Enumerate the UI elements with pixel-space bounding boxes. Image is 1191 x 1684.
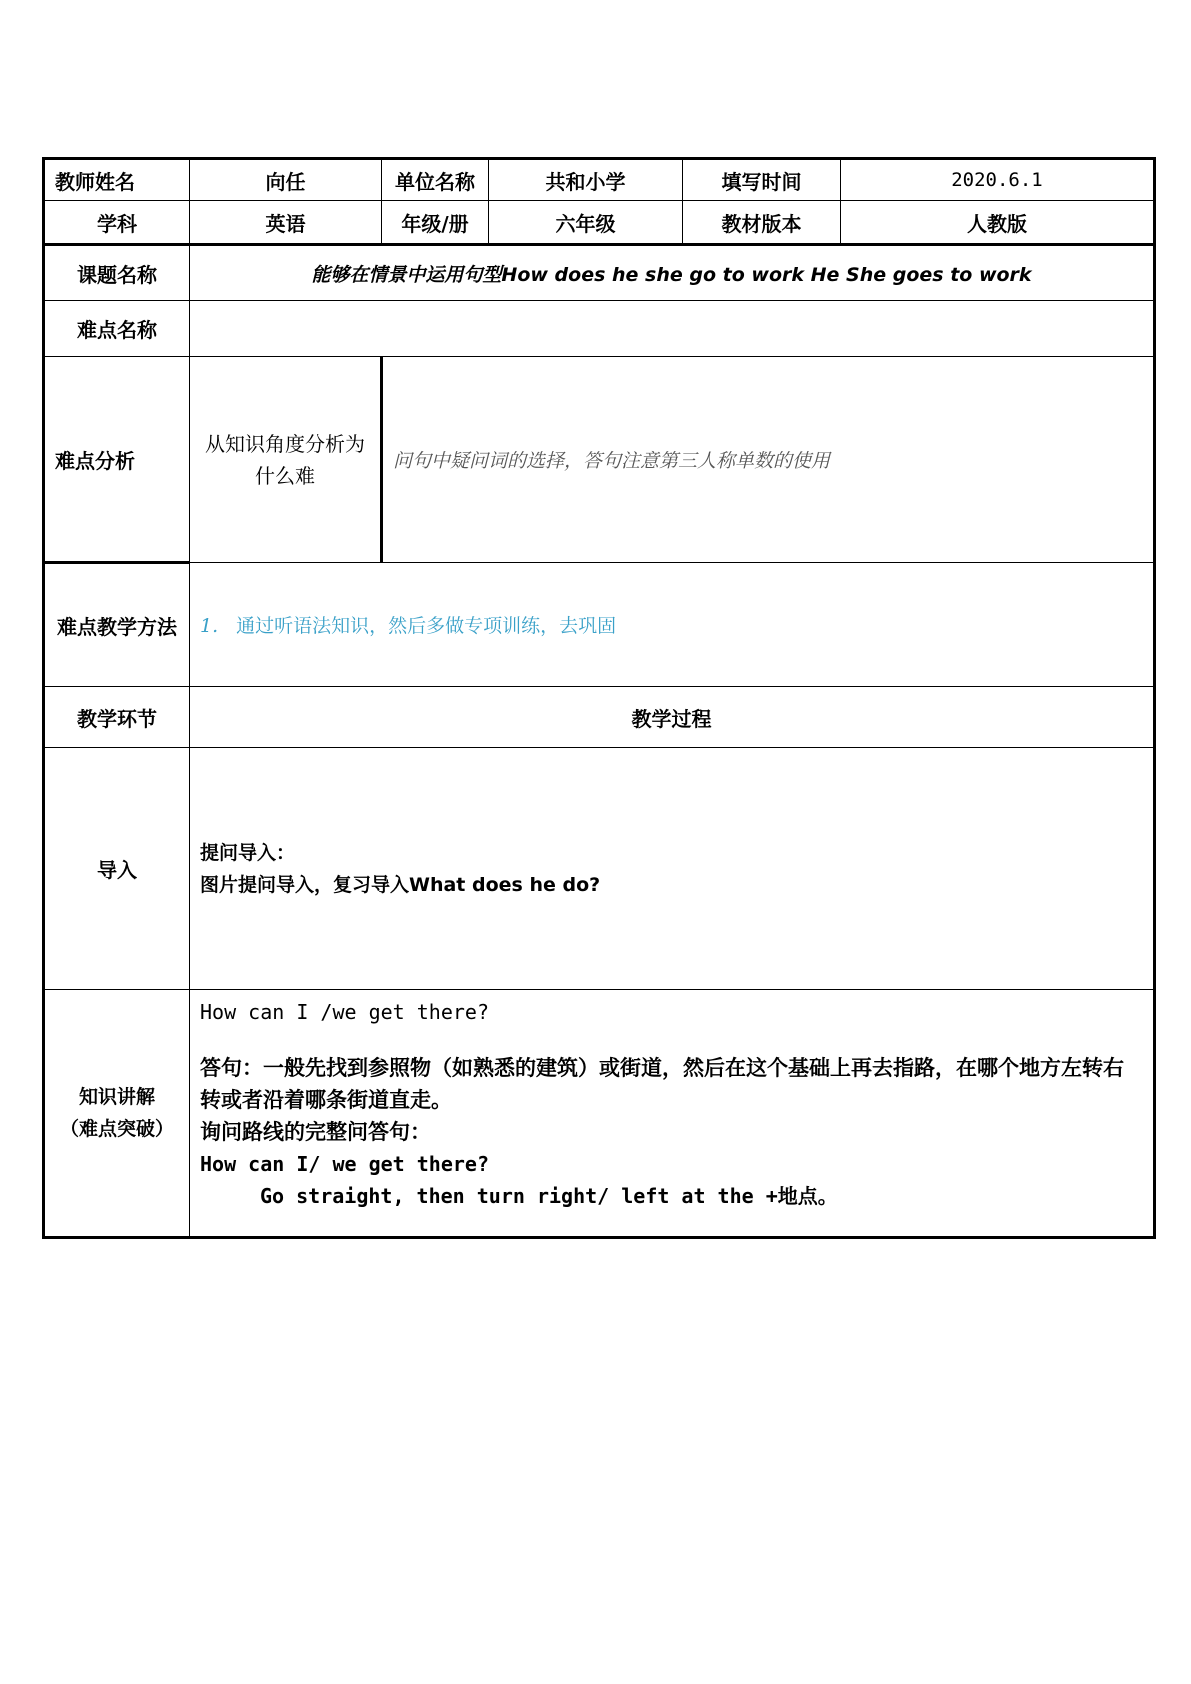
- lesson-plan-table: [42, 157, 1156, 1239]
- difficulty-analysis-sublabel: 从知识角度分析为什么难: [190, 357, 382, 563]
- intro-line-1: 提问导入：: [200, 841, 296, 864]
- difficulty-analysis-row: [44, 357, 1155, 563]
- intro-line-2: 图片提问导入，复习导入What does he do?: [200, 873, 601, 896]
- difficulty-name-row: [44, 301, 1155, 357]
- teacher-name-label: 教师姓名: [44, 159, 190, 201]
- header-row-2: [44, 201, 1155, 245]
- header-row-1: [44, 159, 1155, 201]
- knowledge-row: [44, 990, 1155, 1238]
- fill-time-value: 2020.6.1: [841, 159, 1155, 201]
- teaching-method-label: 难点教学方法: [44, 563, 190, 687]
- edition-value: 人教版: [841, 201, 1155, 245]
- intro-row: [44, 748, 1155, 990]
- topic-value: 能够在情景中运用句型How does he she go to work He She goes to work: [190, 245, 1155, 301]
- fill-time-label: 填写时间: [683, 159, 841, 201]
- knowledge-answer-example: Go straight, then turn right/ left at the +地点。: [260, 1184, 838, 1208]
- knowledge-question-1: How can I /we get there?: [200, 1000, 489, 1024]
- teaching-method-value: 通过听语法知识，然后多做专项训练，去巩固: [236, 615, 617, 637]
- process-header-row: [44, 687, 1155, 748]
- difficulty-analysis-label: 难点分析: [44, 357, 190, 563]
- teaching-method-row: [44, 563, 1155, 687]
- subject-label: 学科: [44, 201, 190, 245]
- knowledge-content: [190, 990, 1155, 1238]
- topic-label: 课题名称: [44, 245, 190, 301]
- teaching-method-number: 1.: [200, 615, 219, 637]
- knowledge-complete-qa-heading: 询问路线的完整问答句：: [200, 1120, 431, 1144]
- difficulty-name-label: 难点名称: [44, 301, 190, 357]
- knowledge-label-line-1: 知识讲解: [78, 1086, 155, 1108]
- unit-name-label: 单位名称: [382, 159, 489, 201]
- knowledge-question-2: How can I/ we get there?: [200, 1152, 489, 1176]
- subject-value: 英语: [190, 201, 382, 245]
- lesson-plan-sheet: [42, 157, 1153, 1239]
- process-stage-label: 教学环节: [44, 687, 190, 748]
- intro-content: [190, 748, 1155, 990]
- teacher-name-value: 向任: [190, 159, 382, 201]
- grade-label: 年级/册: [382, 201, 489, 245]
- topic-row: [44, 245, 1155, 301]
- process-header-value: 教学过程: [190, 687, 1155, 748]
- knowledge-label-line-2: （难点突破）: [59, 1118, 174, 1140]
- knowledge-answer-explanation: 答句：一般先找到参照物（如熟悉的建筑）或街道，然后在这个基础上再去指路，在哪个地方左转右转或者沿着哪条街道直走。: [200, 1056, 1124, 1112]
- difficulty-analysis-value: 问句中疑问词的选择，答句注意第三人称单数的使用: [382, 357, 1155, 563]
- grade-value: 六年级: [489, 201, 683, 245]
- knowledge-label: [44, 990, 190, 1238]
- unit-name-value: 共和小学: [489, 159, 683, 201]
- edition-label: 教材版本: [683, 201, 841, 245]
- intro-label: 导入: [44, 748, 190, 990]
- teaching-method-cell: [190, 563, 1155, 687]
- difficulty-name-value: [190, 301, 1155, 357]
